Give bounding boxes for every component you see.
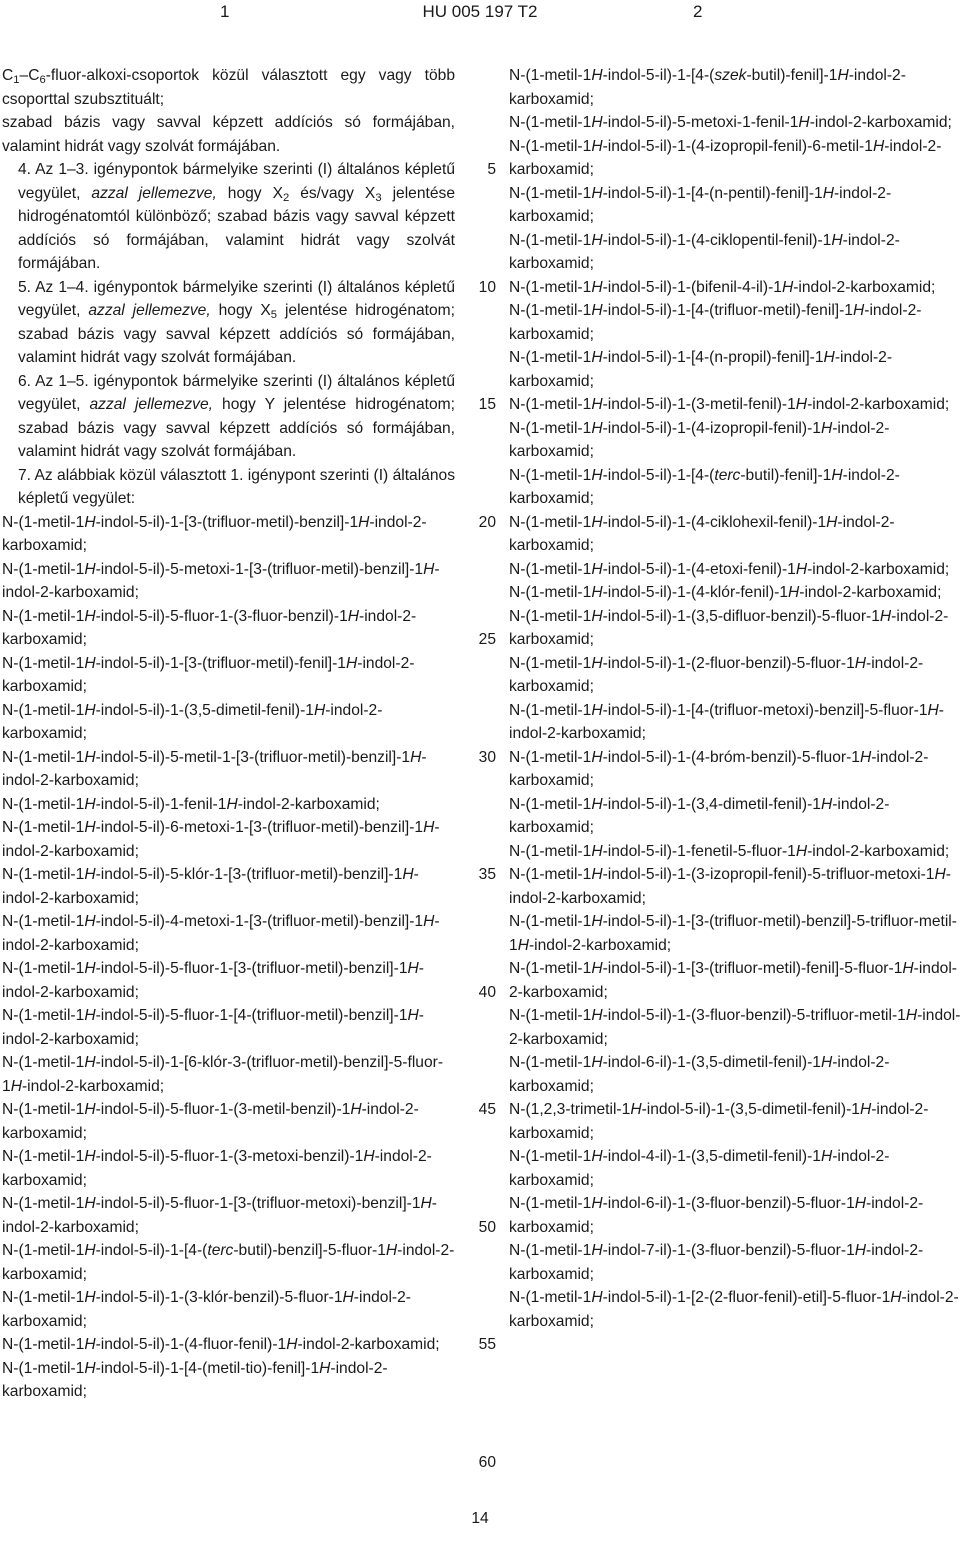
compound-item: N-(1-metil-1H-indol-5-il)-1-[4-(terc-butil)-benzil]-5-fluor-1H-indol-2-karboxamid;	[2, 1242, 455, 1283]
intro-paragraph: szabad bázis vagy savval képzett addíciós só formájában, valamint hidrát vagy szolvát formájában.	[2, 114, 455, 155]
compound-item: N-(1-metil-1H-indol-5-il)-5-fluor-1-(3-metil-benzil)-1H-indol-2-karboxamid;	[2, 1101, 419, 1142]
claim-claim6: 6. Az 1–5. igénypontok bármelyike szerinti (I) általános képletű vegyület, azzal jellemezve, hogy Y jelentése hidrogénatom; szabad bázis vagy savval képzett addíciós só formájában, valamint hidrát vagy szolvát formájában.	[18, 372, 455, 460]
compound-item: N-(1-metil-1H-indol-5-il)-1-[4-(n-pentil)-fenil]-1H-indol-2-karboxamid;	[509, 184, 892, 225]
line-number: 15	[478, 396, 496, 413]
compound-item: N-(1-metil-1H-indol-5-il)-5-fluor-1-[3-(trifluor-metil)-benzil]-1H-indol-2-karboxamid;	[2, 960, 424, 1001]
left-column	[2, 64, 455, 1404]
compound-item: N-(1-metil-1H-indol-6-il)-1-(3,5-dimetil-fenil)-1H-indol-2-karboxamid;	[509, 1054, 890, 1095]
compound-item: N-(1-metil-1H-indol-5-il)-5-metil-1-[3-(trifluor-metil)-benzil]-1H-indol-2-karboxamid;	[2, 748, 427, 789]
compound-item: N-(1-metil-1H-indol-5-il)-4-metoxi-1-[3-(trifluor-metil)-benzil]-1H-indol-2-karboxamid;	[2, 913, 440, 954]
compound-item: N-(1-metil-1H-indol-5-il)-5-metoxi-1-[3-(trifluor-metil)-benzil]-1H-indol-2-karboxamid;	[2, 560, 440, 601]
compound-item: N-(1-metil-1H-indol-5-il)-1-(4-ciklopentil-fenil)-1H-indol-2-karboxamid;	[509, 231, 900, 272]
compound-item: N-(1-metil-1H-indol-5-il)-1-[3-(trifluor-metil)-benzil]-5-trifluor-metil-1H-indol-2-karboxamid;	[509, 913, 957, 954]
line-number: 10	[478, 278, 496, 296]
line-number: 30	[478, 748, 496, 766]
compound-item: N-(1-metil-1H-indol-5-il)-1-(4-klór-fenil)-1H-indol-2-karboxamid;	[509, 584, 942, 601]
compound-item: N-(1-metil-1H-indol-5-il)-1-fenetil-5-fluor-1H-indol-2-karboxamid;	[509, 842, 950, 860]
compound-item: N-(1-metil-1H-indol-5-il)-1-(3,4-dimetil-fenil)-1H-indol-2-karboxamid;	[509, 795, 890, 836]
column-number-left: 1	[220, 2, 230, 21]
compound-item: N-(1-metil-1H-indol-5-il)-1-[4-(metil-tio)-fenil]-1H-indol-2-karboxamid;	[2, 1359, 388, 1400]
line-number: 55	[478, 1336, 496, 1353]
compound-item: N-(1-metil-1H-indol-5-il)-1-(3-izopropil-fenil)-5-trifluor-metoxi-1H-indol-2-karboxamid;	[509, 866, 951, 907]
compound-item: N-(1-metil-1H-indol-5-il)-1-(2-fluor-benzil)-5-fluor-1H-indol-2-karboxamid;	[509, 654, 924, 695]
compound-item: N-(1-metil-1H-indol-5-il)-1-(4-bróm-benzil)-5-fluor-1H-indol-2-karboxamid;	[509, 748, 929, 789]
line-number: 5	[487, 161, 496, 178]
compound-item: N-(1-metil-1H-indol-5-il)-5-fluor-1-[4-(trifluor-metil)-benzil]-1H-indol-2-karboxamid;	[2, 1007, 424, 1048]
line-number: 25	[478, 631, 496, 648]
compound-item: N-(1-metil-1H-indol-5-il)-5-metoxi-1-fenil-1H-indol-2-karboxamid;	[509, 114, 952, 131]
compound-item: N-(1-metil-1H-indol-5-il)-1-(3,5-difluor-benzil)-5-fluor-1H-indol-2-karboxamid;	[509, 607, 949, 648]
compound-item: N-(1-metil-1H-indol-5-il)-5-fluor-1-(3-fluor-benzil)-1H-indol-2-karboxamid;	[2, 607, 417, 648]
compound-item: N-(1-metil-1H-indol-5-il)-1-(3-klór-benzil)-5-fluor-1H-indol-2-karboxamid;	[2, 1289, 411, 1330]
compound-item: N-(1-metil-1H-indol-5-il)-1-[4-(terc-butil)-fenil]-1H-indol-2-karboxamid;	[509, 466, 900, 507]
compound-item: N-(1-metil-1H-indol-5-il)-5-klór-1-[3-(trifluor-metil)-benzil]-1H-indol-2-karboxamid;	[2, 866, 419, 907]
compound-item: N-(1-metil-1H-indol-5-il)-1-[4-(trifluor-metil)-fenil]-1H-indol-2-karboxamid;	[509, 302, 922, 343]
compound-item: N-(1-metil-1H-indol-5-il)-1-[4-(n-propil)-fenil]-1H-indol-2-karboxamid;	[509, 349, 893, 390]
compound-item: N-(1-metil-1H-indol-5-il)-1-[4-(trifluor-metoxi)-benzil]-5-fluor-1H-indol-2-karboxamid;	[509, 701, 944, 742]
compound-item: N-(1-metil-1H-indol-5-il)-1-[6-klór-3-(trifluor-metil)-benzil]-5-fluor-1H-indol-2-karboxamid;	[2, 1054, 444, 1095]
compound-item: N-(1-metil-1H-indol-5-il)-1-(3-metil-fenil)-1H-indol-2-karboxamid;	[509, 396, 950, 413]
compound-item: N-(1-metil-1H-indol-5-il)-1-(4-ciklohexil-fenil)-1H-indol-2-karboxamid;	[509, 513, 895, 554]
compound-item: N-(1-metil-1H-indol-5-il)-1-[3-(trifluor-metil)-fenil]-5-fluor-1H-indol-2-karboxamid;	[509, 960, 957, 1001]
line-number: 20	[478, 513, 496, 531]
line-number: 50	[478, 1218, 496, 1236]
compound-item: N-(1-metil-1H-indol-5-il)-1-(bifenil-4-il)-1H-indol-2-karboxamid;	[509, 278, 936, 296]
compound-item: N-(1-metil-1H-indol-5-il)-1-[3-(trifluor-metil)-fenil]-1H-indol-2-karboxamid;	[2, 654, 415, 695]
compound-item: N-(1-metil-1H-indol-5-il)-5-fluor-1-[3-(trifluor-metoxi)-benzil]-1H-indol-2-karboxamid;	[2, 1195, 437, 1236]
page-number: 14	[471, 1510, 489, 1527]
compound-item: N-(1-metil-1H-indol-5-il)-6-metoxi-1-[3-(trifluor-metil)-benzil]-1H-indol-2-karboxamid;	[2, 819, 440, 860]
line-number: 60	[478, 1453, 496, 1471]
claim-claim4: 4. Az 1–3. igénypontok bármelyike szerinti (I) általános képletű vegyület, azzal jellemezve, hogy $X_2$ és/vagy $X_3$ jelentése hidrogénatomtól különböző; szabad bázis vagy savval képzett addíciós só formájában, valamint hidrát vagy szolvát formájában.	[18, 161, 455, 272]
compound-item: N-(1-metil-1H-indol-7-il)-1-(3-fluor-benzil)-5-fluor-1H-indol-2-karboxamid;	[509, 1242, 924, 1283]
line-number: 45	[478, 1101, 496, 1118]
intro-paragraph: $C_1-C_6-fluor-alkoxi$-csoportok közül választott egy vagy több csoporttal szubsztituált;	[2, 67, 455, 108]
column-number-right: 2	[693, 2, 703, 21]
claim-claim5: 5. Az 1–4. igénypontok bármelyike szerinti (I) általános képletű vegyület, azzal jellemezve, hogy $X_5$ jelentése hidrogénatom; szabad bázis vagy savval képzett addíciós só formájában, valamint hidrát vagy szolvát formájában.	[18, 278, 455, 366]
compound-item: N-(1-metil-1H-indol-5-il)-1-fenil-1H-indol-2-karboxamid;	[2, 795, 380, 813]
compound-item: N-(1-metil-1H-indol-5-il)-1-[4-(szek-butil)-fenil]-1H-indol-2-karboxamid;	[509, 67, 906, 108]
compound-item: N-(1-metil-1H-indol-5-il)-5-fluor-1-(3-metoxi-benzil)-1H-indol-2-karboxamid;	[2, 1148, 432, 1189]
compound-item: N-(1-metil-1H-indol-5-il)-1-(4-izopropil-fenil)-6-metil-1H-indol-2-karboxamid;	[509, 137, 942, 178]
compound-item: N-(1-metil-1H-indol-6-il)-1-(3-fluor-benzil)-5-fluor-1H-indol-2-karboxamid;	[509, 1195, 924, 1236]
compound-item: N-(1-metil-1H-indol-5-il)-1-(4-izopropil-fenil)-1H-indol-2-karboxamid;	[509, 419, 890, 460]
compound-item: N-(1-metil-1H-indol-5-il)-1-[2-(2-fluor-fenil)-etil]-5-fluor-1H-indol-2-karboxamid;	[509, 1289, 959, 1330]
line-number: 40	[478, 983, 496, 1001]
compound-item: N-(1-metil-1H-indol-5-il)-1-(4-etoxi-fenil)-1H-indol-2-karboxamid;	[509, 560, 950, 578]
compound-item: N-(1,2,3-trimetil-1H-indol-5-il)-1-(3,5-dimetil-fenil)-1H-indol-2-karboxamid;	[509, 1101, 929, 1142]
patent-number: HU 005 197 T2	[422, 2, 538, 21]
compound-item: N-(1-metil-1H-indol-5-il)-1-[3-(trifluor-metil)-benzil]-1H-indol-2-karboxamid;	[2, 513, 427, 554]
claim-claim7: 7. Az alábbiak közül választott 1. igénypont szerinti (I) általános képletű vegyület:	[18, 466, 455, 507]
compound-item: N-(1-metil-1H-indol-5-il)-1-(3,5-dimetil-fenil)-1H-indol-2-karboxamid;	[2, 701, 383, 742]
compound-item: N-(1-metil-1H-indol-5-il)-1-(3-fluor-benzil)-5-trifluor-metil-1H-indol-2-karboxamid;	[509, 1007, 960, 1048]
line-number: 35	[478, 866, 496, 883]
right-column	[509, 64, 960, 1333]
compound-item: N-(1-metil-1H-indol-5-il)-1-(4-fluor-fenil)-1H-indol-2-karboxamid;	[2, 1336, 440, 1353]
compound-item: N-(1-metil-1H-indol-4-il)-1-(3,5-dimetil-fenil)-1H-indol-2-karboxamid;	[509, 1148, 890, 1189]
